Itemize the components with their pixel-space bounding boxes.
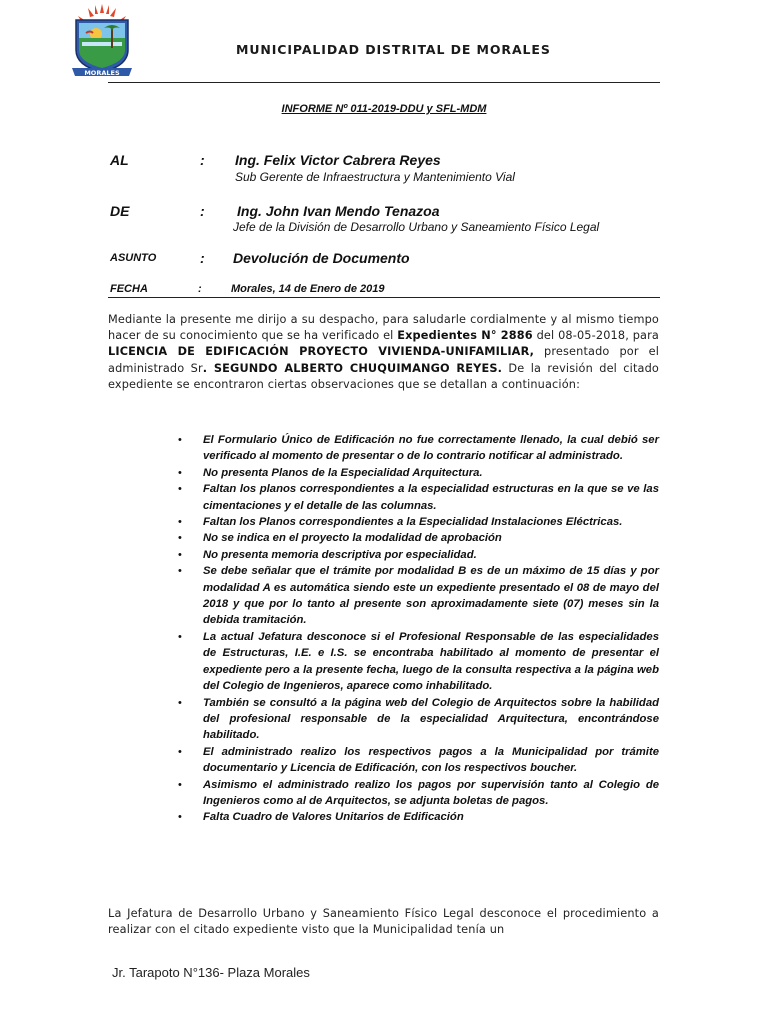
closing-paragraph: La Jefatura de Desarrollo Urbano y Saneamiento Físico Legal desconoce el procedimiento a realizar con el citado expediente visto que la Municipalidad tenía un: [108, 907, 659, 937]
municipality-name: MUNICIPALIDAD DISTRITAL DE MORALES: [236, 42, 551, 57]
bullet-icon: •: [178, 696, 182, 709]
municipal-coat-of-arms-icon: [66, 4, 138, 78]
subject-text: Devolución de Documento: [233, 250, 410, 266]
list-item: • Se debe señalar que el trámite por modalidad B es de un máximo de 15 días y por modalidad A es automática siendo este un expediente presentado el 08 de mayo del 2018 y que por lo tanto al presente son aproximadamente siete (07) meses sin la debida tramitación.: [178, 565, 659, 627]
bullet-icon: •: [178, 516, 182, 529]
intro-paragraph: Mediante la presente me dirijo a su despacho, para saludarle cordialmente y al mismo tiempo hacer de su conocimiento que se ha verificado el Expedientes N° 2886 del 08-05-2018, para LICENCIA DE EDIFICACIÓN PROYECTO VIVIENDA-UNIFAMILIAR, presentado por el administrado Sr. SEGUNDO ALBERTO CHUQUIMANGO REYES. De la revisión del citado expediente se encontraron ciertas observaciones que se detallan a continuación:: [108, 313, 659, 391]
recipient-name: Ing. Felix Victor Cabrera Reyes: [235, 152, 441, 168]
list-item: • La actual Jefatura desconoce si el Profesional Responsable de las especialidades de Estructuras, I.E. e I.S. se encontraba habilitado al momento de presentar el expediente pero a la presente fecha, luego de la consulta respectiva a la página web del Colegio de Ingenieros, aparece como inhabilitado.: [178, 630, 659, 693]
observations-list: [172, 432, 659, 826]
subject-label: ASUNTO: [110, 252, 157, 264]
list-item: • No presenta memoria descriptiva por especialidad.: [172, 547, 659, 563]
from-separator: :: [200, 203, 205, 219]
logo-banner-text: MORALES: [84, 69, 120, 77]
bullet-icon: •: [178, 548, 182, 561]
bullet-icon: •: [178, 778, 182, 791]
list-item: • El Formulario Único de Edificación no fue correctamente llenado, la cual debió ser verificado al momento de presentar o de lo contrario notificar al administrado.: [178, 434, 659, 463]
bullet-icon: •: [178, 483, 182, 496]
date-value: Morales, 14 de Enero de 2019: [231, 283, 385, 295]
list-item: • No presenta Planos de la Especialidad Arquitectura.: [172, 465, 659, 481]
bullet-icon: •: [178, 811, 182, 824]
list-item: • Faltan los Planos correspondientes a la Especialidad Instalaciones Eléctricas.: [172, 514, 659, 530]
memo-divider: [108, 297, 660, 298]
list-item: • Faltan los planos correspondientes a la especialidad estructuras en la que se ve las cimentaciones y el detalle de las columnas.: [178, 483, 659, 512]
report-title: INFORME Nº 011-2019-DDU y SFL-MDM: [281, 103, 487, 115]
subject-separator: :: [200, 250, 205, 266]
list-item: • No se indica en el proyecto la modalidad de aprobación: [172, 530, 659, 546]
from-label: DE: [110, 203, 130, 219]
bullet-icon: •: [178, 745, 182, 758]
footer-address: Jr. Tarapoto N°136- Plaza Morales: [112, 965, 310, 980]
to-label: AL: [110, 152, 129, 168]
sender-name: Ing. John Ivan Mendo Tenazoa: [237, 203, 440, 219]
list-item: • Asimismo el administrado realizo los pagos por supervisión tanto al Colegio de Ingenieros como al de Arquitectos, se adjunta boletas de pagos.: [178, 778, 659, 807]
bullet-icon: •: [178, 434, 182, 446]
date-separator: :: [198, 283, 202, 295]
bullet-icon: •: [178, 565, 182, 578]
list-item: • El administrado realizo los respectivos pagos a la Municipalidad por trámite documentario y Licencia de Edificación, con los respectivos boucher.: [178, 745, 659, 775]
sender-title: Jefe de la División de Desarrollo Urbano y Saneamiento Físico Legal: [233, 220, 600, 234]
recipient-title: Sub Gerente de Infraestructura y Mantenimiento Vial: [235, 170, 515, 184]
bullet-icon: •: [178, 466, 182, 479]
date-label: FECHA: [110, 283, 148, 295]
bullet-icon: •: [178, 630, 182, 643]
bullet-icon: •: [178, 532, 182, 545]
list-item: • También se consultó a la página web del Colegio de Arquitectos sobre la habilidad del profesional responsable de la especialidad Arquitectura, encontrándose habilitado.: [178, 696, 659, 742]
list-item: • Falta Cuadro de Valores Unitarios de Edificación: [172, 809, 659, 825]
to-separator: :: [200, 152, 205, 168]
header-divider: [108, 82, 660, 83]
